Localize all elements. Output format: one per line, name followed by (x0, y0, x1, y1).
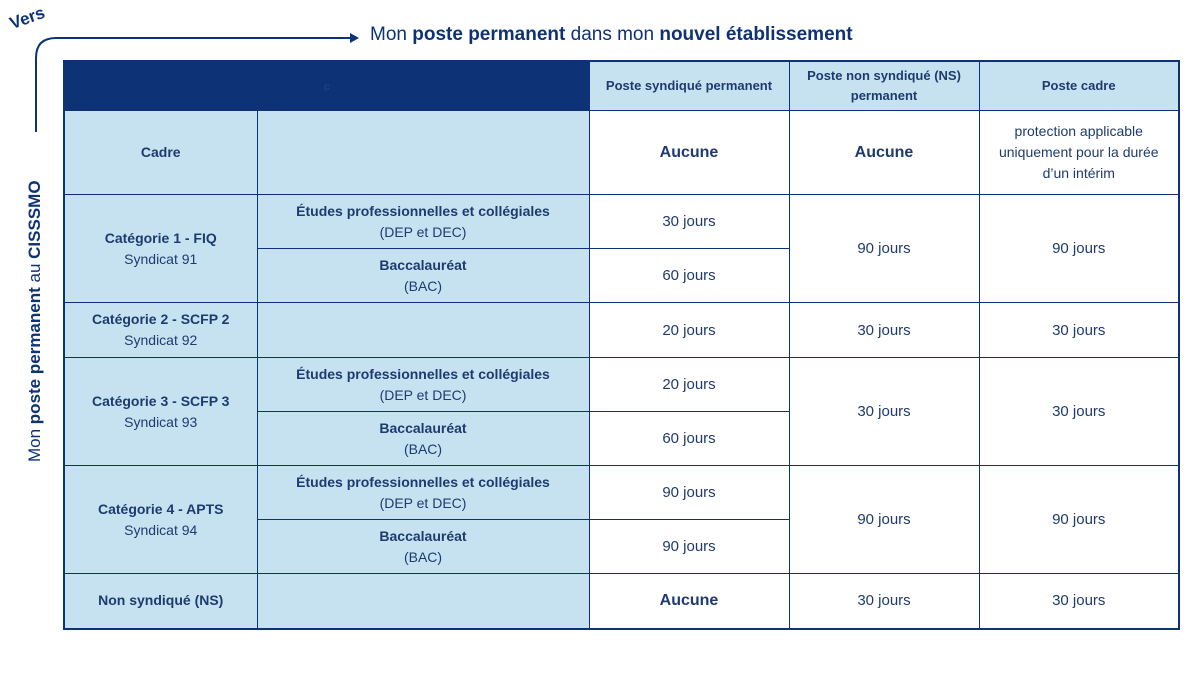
cell-ns-cadre: 30 jours (979, 574, 1179, 629)
row-non-syndique (64, 574, 1179, 629)
subtype-dep: Études professionnelles et collégiales (DEP et DEC) (257, 466, 589, 520)
cell-cadre-cadre: protection applicable uniquement pour la durée d’un intérim (979, 111, 1179, 195)
row-cat2 (64, 303, 1179, 358)
destination-title: Mon poste permanent dans mon nouvel établissement (370, 24, 853, 45)
column-header-cadre: Poste cadre (979, 61, 1179, 111)
cell-ns-ns: 30 jours (789, 574, 979, 629)
header-row (64, 61, 1179, 111)
subtype-bac: Baccalauréat (BAC) (257, 520, 589, 574)
corner-cell: c (64, 61, 589, 111)
cell-cat2-cadre: 30 jours (979, 303, 1179, 358)
vers-label: Vers (7, 2, 48, 34)
row-label-cat3: Catégorie 3 - SCFP 3 Syndicat 93 (64, 358, 257, 466)
cell-cat1-ns: 90 jours (789, 195, 979, 303)
column-header-syndique: Poste syndiqué permanent (589, 61, 789, 111)
cell-cat4-cadre: 90 jours (979, 466, 1179, 574)
row-label-cat4: Catégorie 4 - APTS Syndicat 94 (64, 466, 257, 574)
cell-cadre-syndique: Aucune (589, 111, 789, 195)
row-label-cadre: Cadre (64, 111, 257, 195)
protection-table (63, 60, 1180, 630)
subtype-dep: Études professionnelles et collégiales (DEP et DEC) (257, 195, 589, 249)
row-label-ns: Non syndiqué (NS) (64, 574, 257, 629)
subtype-bac: Baccalauréat (BAC) (257, 412, 589, 466)
cell-cat4-ns: 90 jours (789, 466, 979, 574)
cell-cat2-ns: 30 jours (789, 303, 979, 358)
column-header-non-syndique: Poste non syndiqué (NS) permanent (789, 61, 979, 111)
subtype-bac: Baccalauréat (BAC) (257, 249, 589, 303)
cell-cadre-ns: Aucune (789, 111, 979, 195)
empty-subtype-cell (257, 111, 589, 195)
row-cadre (64, 111, 1179, 195)
row-cat1-dep (64, 195, 1179, 249)
cell-cat3-cadre: 30 jours (979, 358, 1179, 466)
row-label-cat1: Catégorie 1 - FIQ Syndicat 91 (64, 195, 257, 303)
row-label-cat2: Catégorie 2 - SCFP 2 Syndicat 92 (64, 303, 257, 358)
empty-subtype-cell (257, 303, 589, 358)
origin-title: Mon poste permanent au CISSSMO (25, 180, 44, 462)
row-cat3-dep (64, 358, 1179, 412)
cell-cat4-dep: 90 jours (589, 466, 789, 520)
row-cat4-dep (64, 466, 1179, 520)
cell-cat3-dep: 20 jours (589, 358, 789, 412)
cell-cat3-ns: 30 jours (789, 358, 979, 466)
subtype-dep: Études professionnelles et collégiales (DEP et DEC) (257, 358, 589, 412)
cell-cat1-cadre: 90 jours (979, 195, 1179, 303)
empty-subtype-cell (257, 574, 589, 629)
cell-cat2-syndique: 20 jours (589, 303, 789, 358)
cell-cat1-dep: 30 jours (589, 195, 789, 249)
cell-cat4-bac: 90 jours (589, 520, 789, 574)
cell-cat3-bac: 60 jours (589, 412, 789, 466)
cell-ns-syndique: Aucune (589, 574, 789, 629)
cell-cat1-bac: 60 jours (589, 249, 789, 303)
